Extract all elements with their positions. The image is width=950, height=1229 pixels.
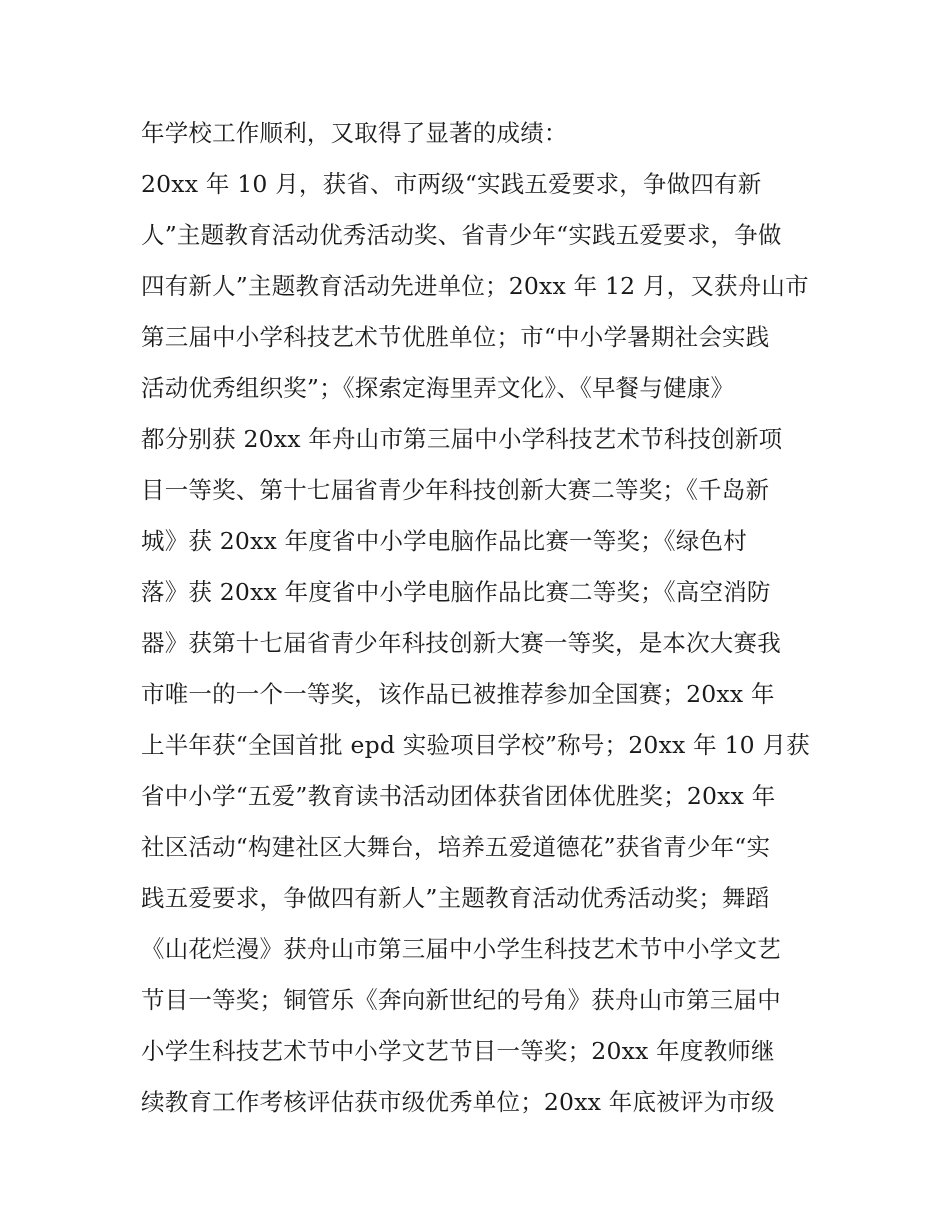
text-line: 都分别获 20xx 年舟山市第三届中小学科技艺术节科技创新项 (141, 425, 783, 453)
body-text (141, 108, 831, 1128)
text-line: 节目一等奖；铜管乐《奔向新世纪的号角》获舟山市第三届中 (141, 986, 781, 1014)
text-line: 小学生科技艺术节中小学文艺节目一等奖；20xx 年度教师继 (141, 1037, 775, 1065)
text-line: 20xx 年 10 月，获省、市两级“实践五爱要求，争做四有新 (141, 170, 762, 198)
text-line: 四有新人”主题教育活动先进单位；20xx 年 12 月，又获舟山市 (141, 272, 809, 300)
text-line: 省中小学“五爱”教育读书活动团体获省团体优胜奖；20xx 年 (141, 782, 776, 810)
text-line: 社区活动“构建社区大舞台，培养五爱道德花”获省青少年“实 (141, 833, 771, 861)
text-line: 城》获 20xx 年度省中小学电脑作品比赛一等奖；《绿色村 (141, 527, 747, 555)
text-line: 落》获 20xx 年度省中小学电脑作品比赛二等奖；《高空消防 (141, 578, 771, 606)
text-line: 年学校工作顺利，又取得了显著的成绩： (141, 119, 568, 147)
text-line: 目一等奖、第十七届省青少年科技创新大赛二等奖；《千岛新 (141, 476, 770, 504)
text-line: 市唯一的一个一等奖，该作品已被推荐参加全国赛；20xx 年 (141, 680, 775, 708)
text-line: 活动优秀组织奖”；《探索定海里弄文化》、《早餐与健康》 (141, 374, 735, 402)
text-line: 《山花烂漫》获舟山市第三届中小学生科技艺术节中小学文艺 (141, 935, 781, 963)
text-line: 践五爱要求，争做四有新人”主题教育活动优秀活动奖；舞蹈 (141, 884, 770, 912)
text-line: 续教育工作考核评估获市级优秀单位；20xx 年底被评为市级 (141, 1088, 775, 1116)
text-line: 上半年获“全国首批 epd 实验项目学校”称号；20xx 年 10 月获 (141, 731, 810, 759)
text-line: 人”主题教育活动优秀活动奖、省青少年“实践五爱要求，争做 (141, 221, 782, 249)
text-line: 器》获第十七届省青少年科技创新大赛一等奖，是本次大赛我 (141, 629, 781, 657)
text-line: 第三届中小学科技艺术节优胜单位；市“中小学暑期社会实践 (141, 323, 770, 351)
